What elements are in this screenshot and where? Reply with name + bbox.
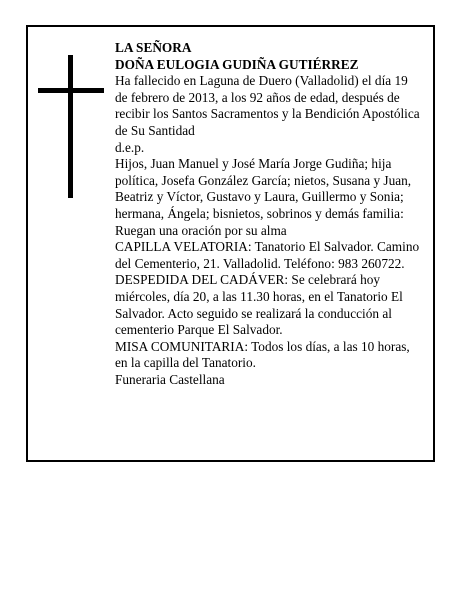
cross-icon [68, 55, 73, 198]
family-list: Hijos, Juan Manuel y José María Jorge Gudiña; hija política, Josefa González García; nietos, Susana y Juan, Beatriz y Víctor, Gustavo y Laura, Guillermo y Sonia; hermana, Ángela; bisnietos, sobrinos y demás familia: [115, 156, 412, 221]
obituary-notice [26, 25, 435, 462]
farewell-info: DESPEDIDA DEL CADÁVER: Se celebrará hoy miércoles, día 20, a las 11.30 horas, en el Tanatorio El Salvador. Acto seguido se realizará la conducción al cementerio Parque El Salvador. [115, 272, 403, 338]
chapel-info: CAPILLA VELATORIA: Tanatorio El Salvador. Camino del Cementerio, 21. Valladolid. Teléfono: 983 260722. [115, 239, 420, 271]
notice-text [115, 40, 420, 388]
mass-info: MISA COMUNITARIA: Todos los días, a las 10 horas, en la capilla del Tanatorio. [115, 338, 410, 371]
dep-line: d.e.p. [115, 139, 145, 155]
notice-title: LA SEÑORA [115, 40, 192, 55]
deceased-name: DOÑA EULOGIA GUDIÑA GUTIÉRREZ [115, 56, 359, 72]
cross-icon-bar [38, 88, 104, 93]
funeral-home: Funeraria Castellana [115, 371, 225, 387]
death-announcement: Ha fallecido en Laguna de Duero (Valladolid) el día 19 de febrero de 2013, a los 92 años de edad, después de recibir los Santos Sacramentos y la Bendición Apostólica de Su Santidad [115, 73, 420, 138]
prayer-request: Ruegan una oración por su alma [115, 222, 287, 238]
